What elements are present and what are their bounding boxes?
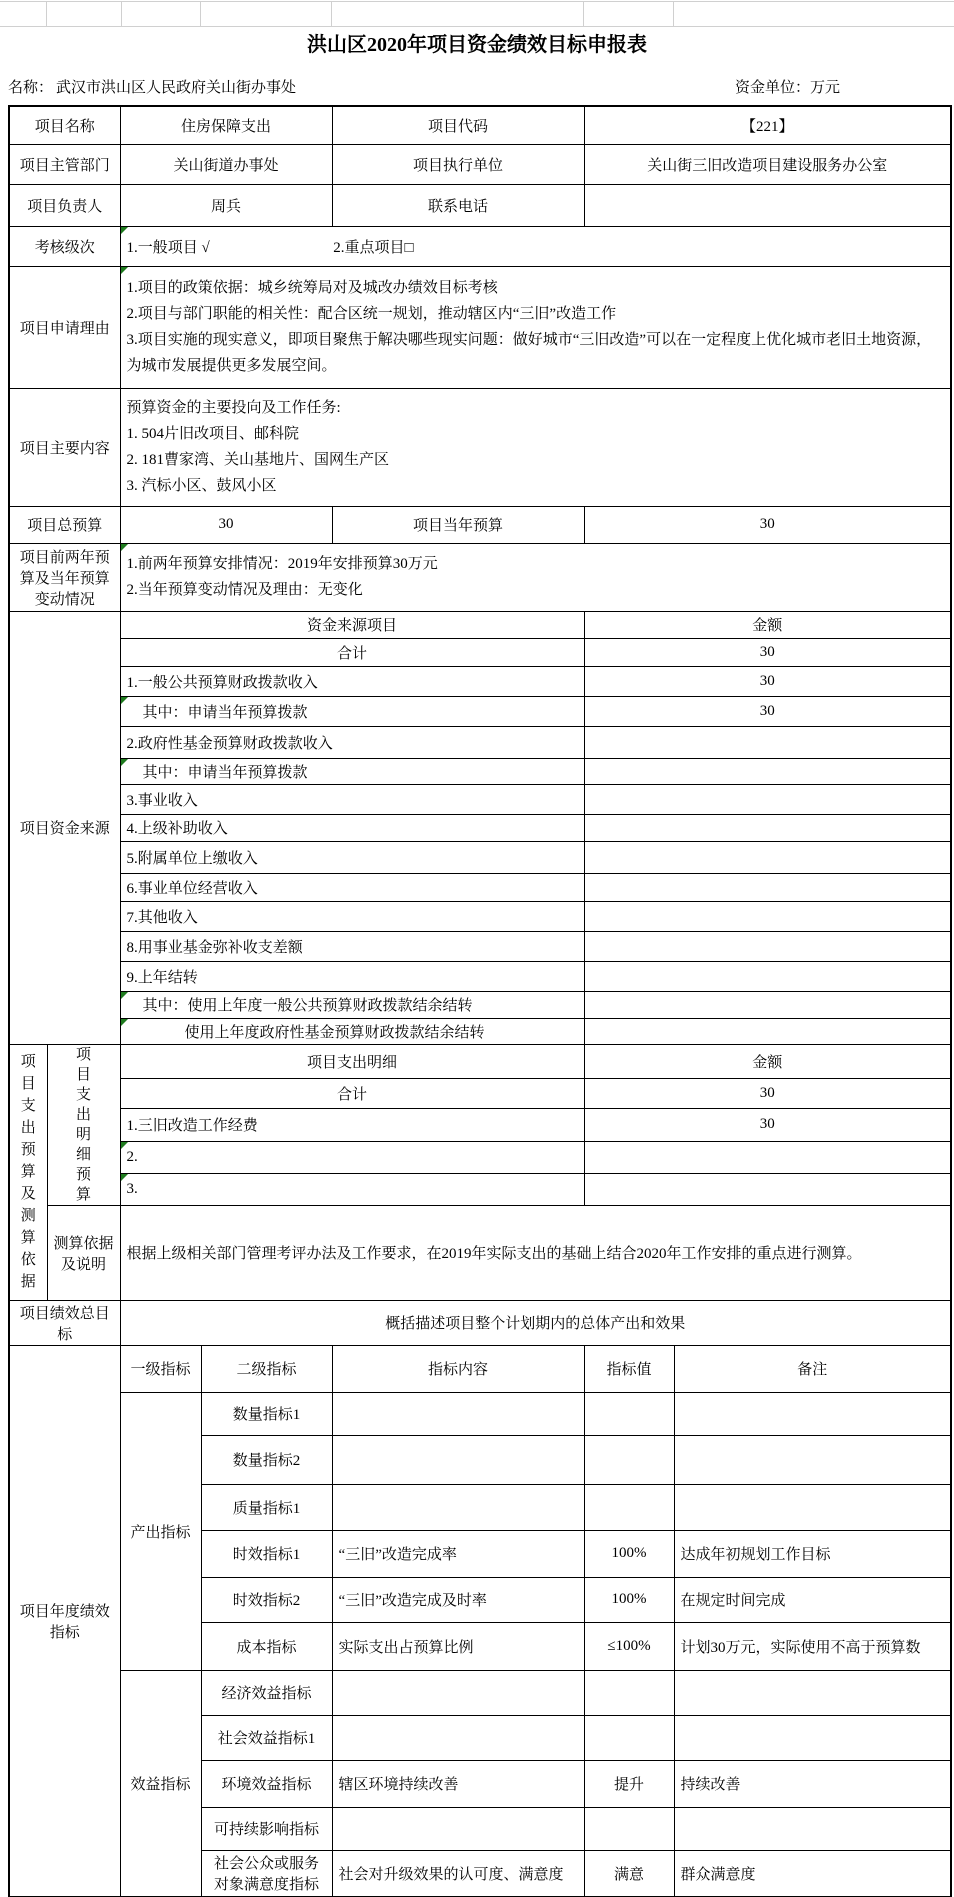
expenditure-section-label: 项目支出预算及测算依据 (9, 1044, 47, 1300)
indicator-header-level1: 一级指标 (120, 1345, 201, 1392)
indicator-name[interactable]: 时效指标1 (201, 1530, 332, 1577)
funding-row-amount[interactable] (584, 873, 951, 901)
funding-row-amount[interactable] (584, 814, 951, 841)
level-cell[interactable] (120, 226, 951, 266)
funding-row-name[interactable]: 使用上年度政府性基金预算财政拨款结余结转 (120, 1018, 584, 1044)
org-name-label: 名称： (8, 80, 54, 96)
indicator-value[interactable] (584, 1670, 674, 1715)
level-option-general[interactable]: 1.一般项目 √ (126, 239, 210, 256)
apply-reason-line: 1.项目的政策依据：城乡统筹局对及城改办绩效目标考核 (126, 280, 498, 296)
exec-unit-cell[interactable]: 关山街三旧改造项目建设服务办公室 (584, 144, 951, 184)
phone-label: 联系电话 (332, 184, 584, 226)
indicator-value[interactable] (584, 1484, 674, 1530)
indicator-note[interactable] (674, 1670, 951, 1715)
funding-row-name[interactable]: 6.事业单位经营收入 (120, 873, 584, 901)
funding-row-amount[interactable]: 30 (584, 638, 951, 666)
indicator-header-note: 备注 (674, 1345, 951, 1392)
funding-row-amount[interactable] (584, 841, 951, 873)
org-name-value: 武汉市洪山区人民政府关山街办事处 (56, 80, 297, 96)
indicator-name[interactable]: 数量指标1 (201, 1392, 332, 1435)
indicator-note[interactable] (674, 1715, 951, 1760)
project-code-cell[interactable]: 【221】 (584, 106, 951, 144)
indicator-value[interactable]: ≤100% (584, 1622, 674, 1670)
funding-row-name[interactable]: 合计 (120, 638, 584, 666)
main-content-label: 项目主要内容 (9, 388, 120, 506)
expenditure-row-name[interactable]: 3. (120, 1174, 584, 1205)
indicator-value[interactable] (584, 1392, 674, 1435)
prev-budget-line: 1.前两年预算安排情况：2019年安排预算30万元 (126, 556, 438, 572)
overall-goal-cell[interactable]: 概括描述项目整个计划期内的总体产出和效果 (120, 1300, 951, 1345)
apply-reason-line: 2.项目与部门职能的相关性：配合区统一规划，推动辖区内“三旧”改造工作 (126, 306, 617, 322)
year-budget-cell[interactable]: 30 (584, 506, 951, 543)
leader-cell[interactable]: 周兵 (120, 184, 332, 226)
funding-row-name[interactable]: 其中：使用上年度一般公共预算财政拨款结余结转 (120, 991, 584, 1018)
apply-reason-cell[interactable] (120, 266, 951, 388)
indicator-value[interactable] (584, 1715, 674, 1760)
expenditure-row-name[interactable]: 1.三旧改造工作经费 (120, 1108, 584, 1141)
indicators-section-label: 项目年度绩效指标 (9, 1345, 120, 1897)
leader-label: 项目负责人 (9, 184, 120, 226)
indicator-content[interactable]: “三旧”改造完成及时率 (332, 1577, 584, 1622)
basis-label: 测算依据及说明 (47, 1205, 120, 1300)
total-budget-label: 项目总预算 (9, 506, 120, 543)
main-content-line: 1. 504片旧改项目、邮科院 (126, 426, 300, 442)
funding-col-amount-header: 金额 (584, 611, 951, 638)
indicator-content[interactable]: 实际支出占预算比例 (332, 1622, 584, 1670)
expenditure-row-amount[interactable] (584, 1142, 951, 1174)
indicator-name[interactable]: 可持续影响指标 (201, 1807, 332, 1850)
indicator-note[interactable]: 在规定时间完成 (674, 1577, 951, 1622)
indicator-note[interactable]: 持续改善 (674, 1760, 951, 1807)
funding-row-name[interactable]: 5.附属单位上缴收入 (120, 841, 584, 873)
indicator-value[interactable]: 100% (584, 1577, 674, 1622)
expenditure-row-amount[interactable] (584, 1174, 951, 1205)
indicator-content[interactable] (332, 1807, 584, 1850)
funding-row-name[interactable]: 8.用事业基金弥补收支差额 (120, 931, 584, 961)
indicator-content[interactable]: 辖区环境持续改善 (332, 1760, 584, 1807)
funding-row-amount[interactable] (584, 991, 951, 1018)
indicator-name[interactable]: 社会公众或服务对象满意度指标 (201, 1850, 332, 1897)
funding-row-amount[interactable] (584, 961, 951, 991)
excel-gridline-row (0, 1, 954, 27)
indicator-content[interactable] (332, 1715, 584, 1760)
apply-reason-line: 3.项目实施的现实意义，即项目聚焦于解决哪些现实问题：做好城市“三旧改造”可以在一定程度上优化城市老旧土地资源，为城市发展提供更多发展空间。 (126, 332, 932, 374)
main-content-line: 预算资金的主要投向及工作任务: (126, 400, 341, 416)
produce-group-label: 产出指标 (120, 1392, 201, 1670)
apply-reason-label: 项目申请理由 (9, 266, 120, 388)
year-budget-label: 项目当年预算 (332, 506, 584, 543)
funding-row-name[interactable]: 其中：申请当年预算拨款 (120, 758, 584, 784)
funding-section-label: 项目资金来源 (9, 611, 120, 1044)
indicator-note[interactable]: 达成年初规划工作目标 (674, 1530, 951, 1577)
level-label: 考核级次 (9, 226, 120, 266)
indicator-name[interactable]: 经济效益指标 (201, 1670, 332, 1715)
indicator-name[interactable]: 社会效益指标1 (201, 1715, 332, 1760)
indicator-content[interactable]: “三旧”改造完成率 (332, 1530, 584, 1577)
indicator-name[interactable]: 成本指标 (201, 1622, 332, 1670)
funding-row-name[interactable]: 9.上年结转 (120, 961, 584, 991)
indicator-value[interactable] (584, 1435, 674, 1484)
funding-row-amount[interactable]: 30 (584, 696, 951, 726)
prev-budget-line: 2.当年预算变动情况及理由：无变化 (126, 582, 363, 598)
main-content-line: 2. 181曹家湾、关山基地片、国网生产区 (126, 452, 390, 468)
project-name-label: 项目名称 (9, 106, 120, 144)
expenditure-row-name[interactable]: 合计 (120, 1078, 584, 1108)
prev-budget-label: 项目前两年预算及当年预算变动情况 (9, 543, 120, 611)
indicator-note[interactable] (674, 1435, 951, 1484)
funding-row-amount[interactable] (584, 931, 951, 961)
prev-budget-cell[interactable] (120, 543, 951, 611)
expenditure-row-amount[interactable]: 30 (584, 1108, 951, 1141)
expenditure-col-item-header: 项目支出明细 (120, 1044, 584, 1078)
expenditure-row-name[interactable]: 2. (120, 1142, 584, 1174)
funding-row-amount[interactable]: 30 (584, 666, 951, 696)
indicator-name[interactable]: 时效指标2 (201, 1577, 332, 1622)
main-content-cell[interactable] (120, 388, 951, 506)
funding-row-amount[interactable] (584, 1018, 951, 1044)
expenditure-row-amount[interactable]: 30 (584, 1078, 951, 1108)
dept-cell[interactable]: 关山街道办事处 (120, 144, 332, 184)
indicator-value[interactable]: 100% (584, 1530, 674, 1577)
exec-unit-label: 项目执行单位 (332, 144, 584, 184)
indicator-name[interactable]: 质量指标1 (201, 1484, 332, 1530)
indicator-content[interactable] (332, 1484, 584, 1530)
dept-label: 项目主管部门 (9, 144, 120, 184)
funding-row-name[interactable]: 其中：申请当年预算拨款 (120, 696, 584, 726)
indicator-header-level2: 二级指标 (201, 1345, 332, 1392)
indicator-content[interactable] (332, 1435, 584, 1484)
funding-row-name[interactable]: 7.其他收入 (120, 901, 584, 931)
expenditure-detail-label: 项目支出明细预算 (47, 1044, 120, 1205)
indicator-content[interactable] (332, 1392, 584, 1435)
level-option-key[interactable]: 2.重点项目□ (333, 239, 414, 256)
overall-goal-label: 项目绩效总目标 (9, 1300, 120, 1345)
funding-row-name[interactable]: 2.政府性基金预算财政拨款收入 (120, 726, 584, 758)
project-code-label: 项目代码 (332, 106, 584, 144)
funding-row-amount[interactable] (584, 901, 951, 931)
total-budget-cell[interactable]: 30 (120, 506, 332, 543)
form-title: 洪山区2020年项目资金绩效目标申报表 (307, 34, 647, 56)
expenditure-col-amount-header: 金额 (584, 1044, 951, 1078)
indicator-value[interactable]: 提升 (584, 1760, 674, 1807)
funding-col-item-header: 资金来源项目 (120, 611, 584, 638)
funding-row-amount[interactable] (584, 784, 951, 814)
indicator-name[interactable]: 环境效益指标 (201, 1760, 332, 1807)
indicator-note[interactable]: 计划30万元，实际使用不高于预算数 (674, 1622, 951, 1670)
form-subheader (0, 62, 954, 105)
indicator-note[interactable]: 群众满意度 (674, 1850, 951, 1897)
benefit-group-label: 效益指标 (120, 1670, 201, 1897)
indicator-note[interactable] (674, 1807, 951, 1850)
indicator-header-content: 指标内容 (332, 1345, 584, 1392)
funding-row-amount[interactable] (584, 726, 951, 758)
funding-row-amount[interactable] (584, 758, 951, 784)
funding-row-name[interactable]: 1.一般公共预算财政拨款收入 (120, 666, 584, 696)
basis-cell[interactable]: 根据上级相关部门管理考评办法及工作要求，在2019年实际支出的基础上结合2020年工作安排的重点进行测算。 (120, 1205, 951, 1300)
funding-row-name[interactable]: 3.事业收入 (120, 784, 584, 814)
indicator-content[interactable]: 社会对升级效果的认可度、满意度 (332, 1850, 584, 1897)
funding-row-name[interactable]: 4.上级补助收入 (120, 814, 584, 841)
project-name-cell[interactable]: 住房保障支出 (120, 106, 332, 144)
phone-cell[interactable] (584, 184, 951, 226)
indicator-note[interactable] (674, 1392, 951, 1435)
indicator-header-value: 指标值 (584, 1345, 674, 1392)
fund-unit-label: 资金单位：万元 (735, 80, 841, 96)
indicator-value[interactable] (584, 1807, 674, 1850)
indicator-content[interactable] (332, 1670, 584, 1715)
indicator-note[interactable] (674, 1484, 951, 1530)
declaration-form-table (8, 105, 952, 1897)
indicator-value[interactable]: 满意 (584, 1850, 674, 1897)
main-content-line: 3. 汽标小区、鼓风小区 (126, 478, 277, 494)
indicator-name[interactable]: 数量指标2 (201, 1435, 332, 1484)
